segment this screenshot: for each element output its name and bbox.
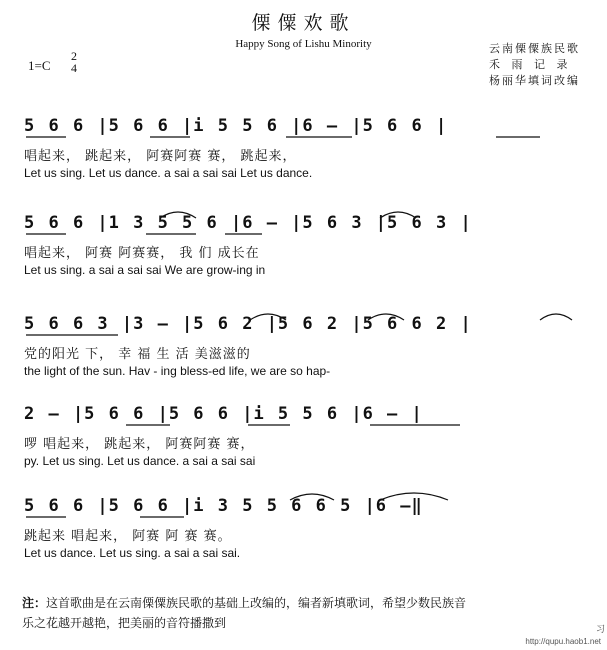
meter-bottom: 4 (71, 61, 77, 75)
lyrics-english: py. Let us sing. Let us dance. a sai a sai sai (24, 454, 256, 468)
meter-top: 2 (71, 49, 77, 63)
lyrics-chinese: 啰 唱起来， 跳起来， 阿赛阿赛 赛， (24, 437, 255, 452)
song-subtitle: Happy Song of Lishu Minority (235, 38, 372, 50)
lyrics-english: the light of the sun. Hav - ing bless-ed life, we are so hap- (24, 364, 331, 378)
lyrics-chinese: 党的阳光 下， 幸 福 生 活 美滋滋的 (24, 347, 251, 362)
key-signature: 1=C (28, 58, 51, 73)
notes-row: 5 6 6 |5 6 6 |i 3 5 5 6 6 5 |6 —‖ (24, 496, 423, 516)
lyrics-chinese: 跳起来 唱起来， 阿赛 阿 赛 赛。 (24, 529, 232, 544)
song-title: 傈僳欢歌 (251, 12, 356, 34)
site-watermark: http://qupu.haob1.net (525, 637, 601, 646)
footnote-line-1 (22, 594, 466, 611)
lyrics-english: Let us sing. Let us dance. a sai a sai sai Let us dance. (24, 166, 313, 180)
credit-source: 云南傈僳族民歌 (489, 42, 580, 55)
footnote-line-2: 乐之花越开越艳，把美丽的音符播撒到 (22, 616, 227, 630)
lyrics-english: Let us sing. a sai a sai sai We are grow-ing in (24, 263, 266, 277)
footnote-text-1: 这首歌曲是在云南傈僳族民歌的基础上改编的，编者新填歌词，希望少数民族音 (46, 596, 467, 610)
lyrics-english: Let us dance. Let us sing. a sai a sai sai. (24, 546, 241, 560)
notes-row: 5 6 6 |5 6 6 |i 5 5 6 |6 — |5 6 6 | (24, 116, 448, 136)
lyrics-chinese: 唱起来， 阿赛 阿赛赛， 我 们 成长在 (24, 246, 260, 261)
credit-lyricist: 杨丽华填词改编 (489, 74, 580, 87)
footnote-label: 注： (22, 596, 47, 610)
notes-row: 5 6 6 3 |3 — |5 6 2 |5 6 2 |5 6 6 2 | (24, 314, 472, 334)
credit-recorder: 禾 雨 记 录 (489, 58, 572, 71)
notes-row: 2 — |5 6 6 |5 6 6 |i 5 5 6 |6 — | (24, 404, 423, 424)
lyrics-chinese: 唱起来， 跳起来， 阿赛阿赛 赛， 跳起来， (24, 149, 297, 164)
notes-row: 5 6 6 |1 3 5 5 6 |6 — |5 6 3 |5 6 3 | (24, 213, 472, 233)
corner-mark: 习 (595, 625, 605, 635)
